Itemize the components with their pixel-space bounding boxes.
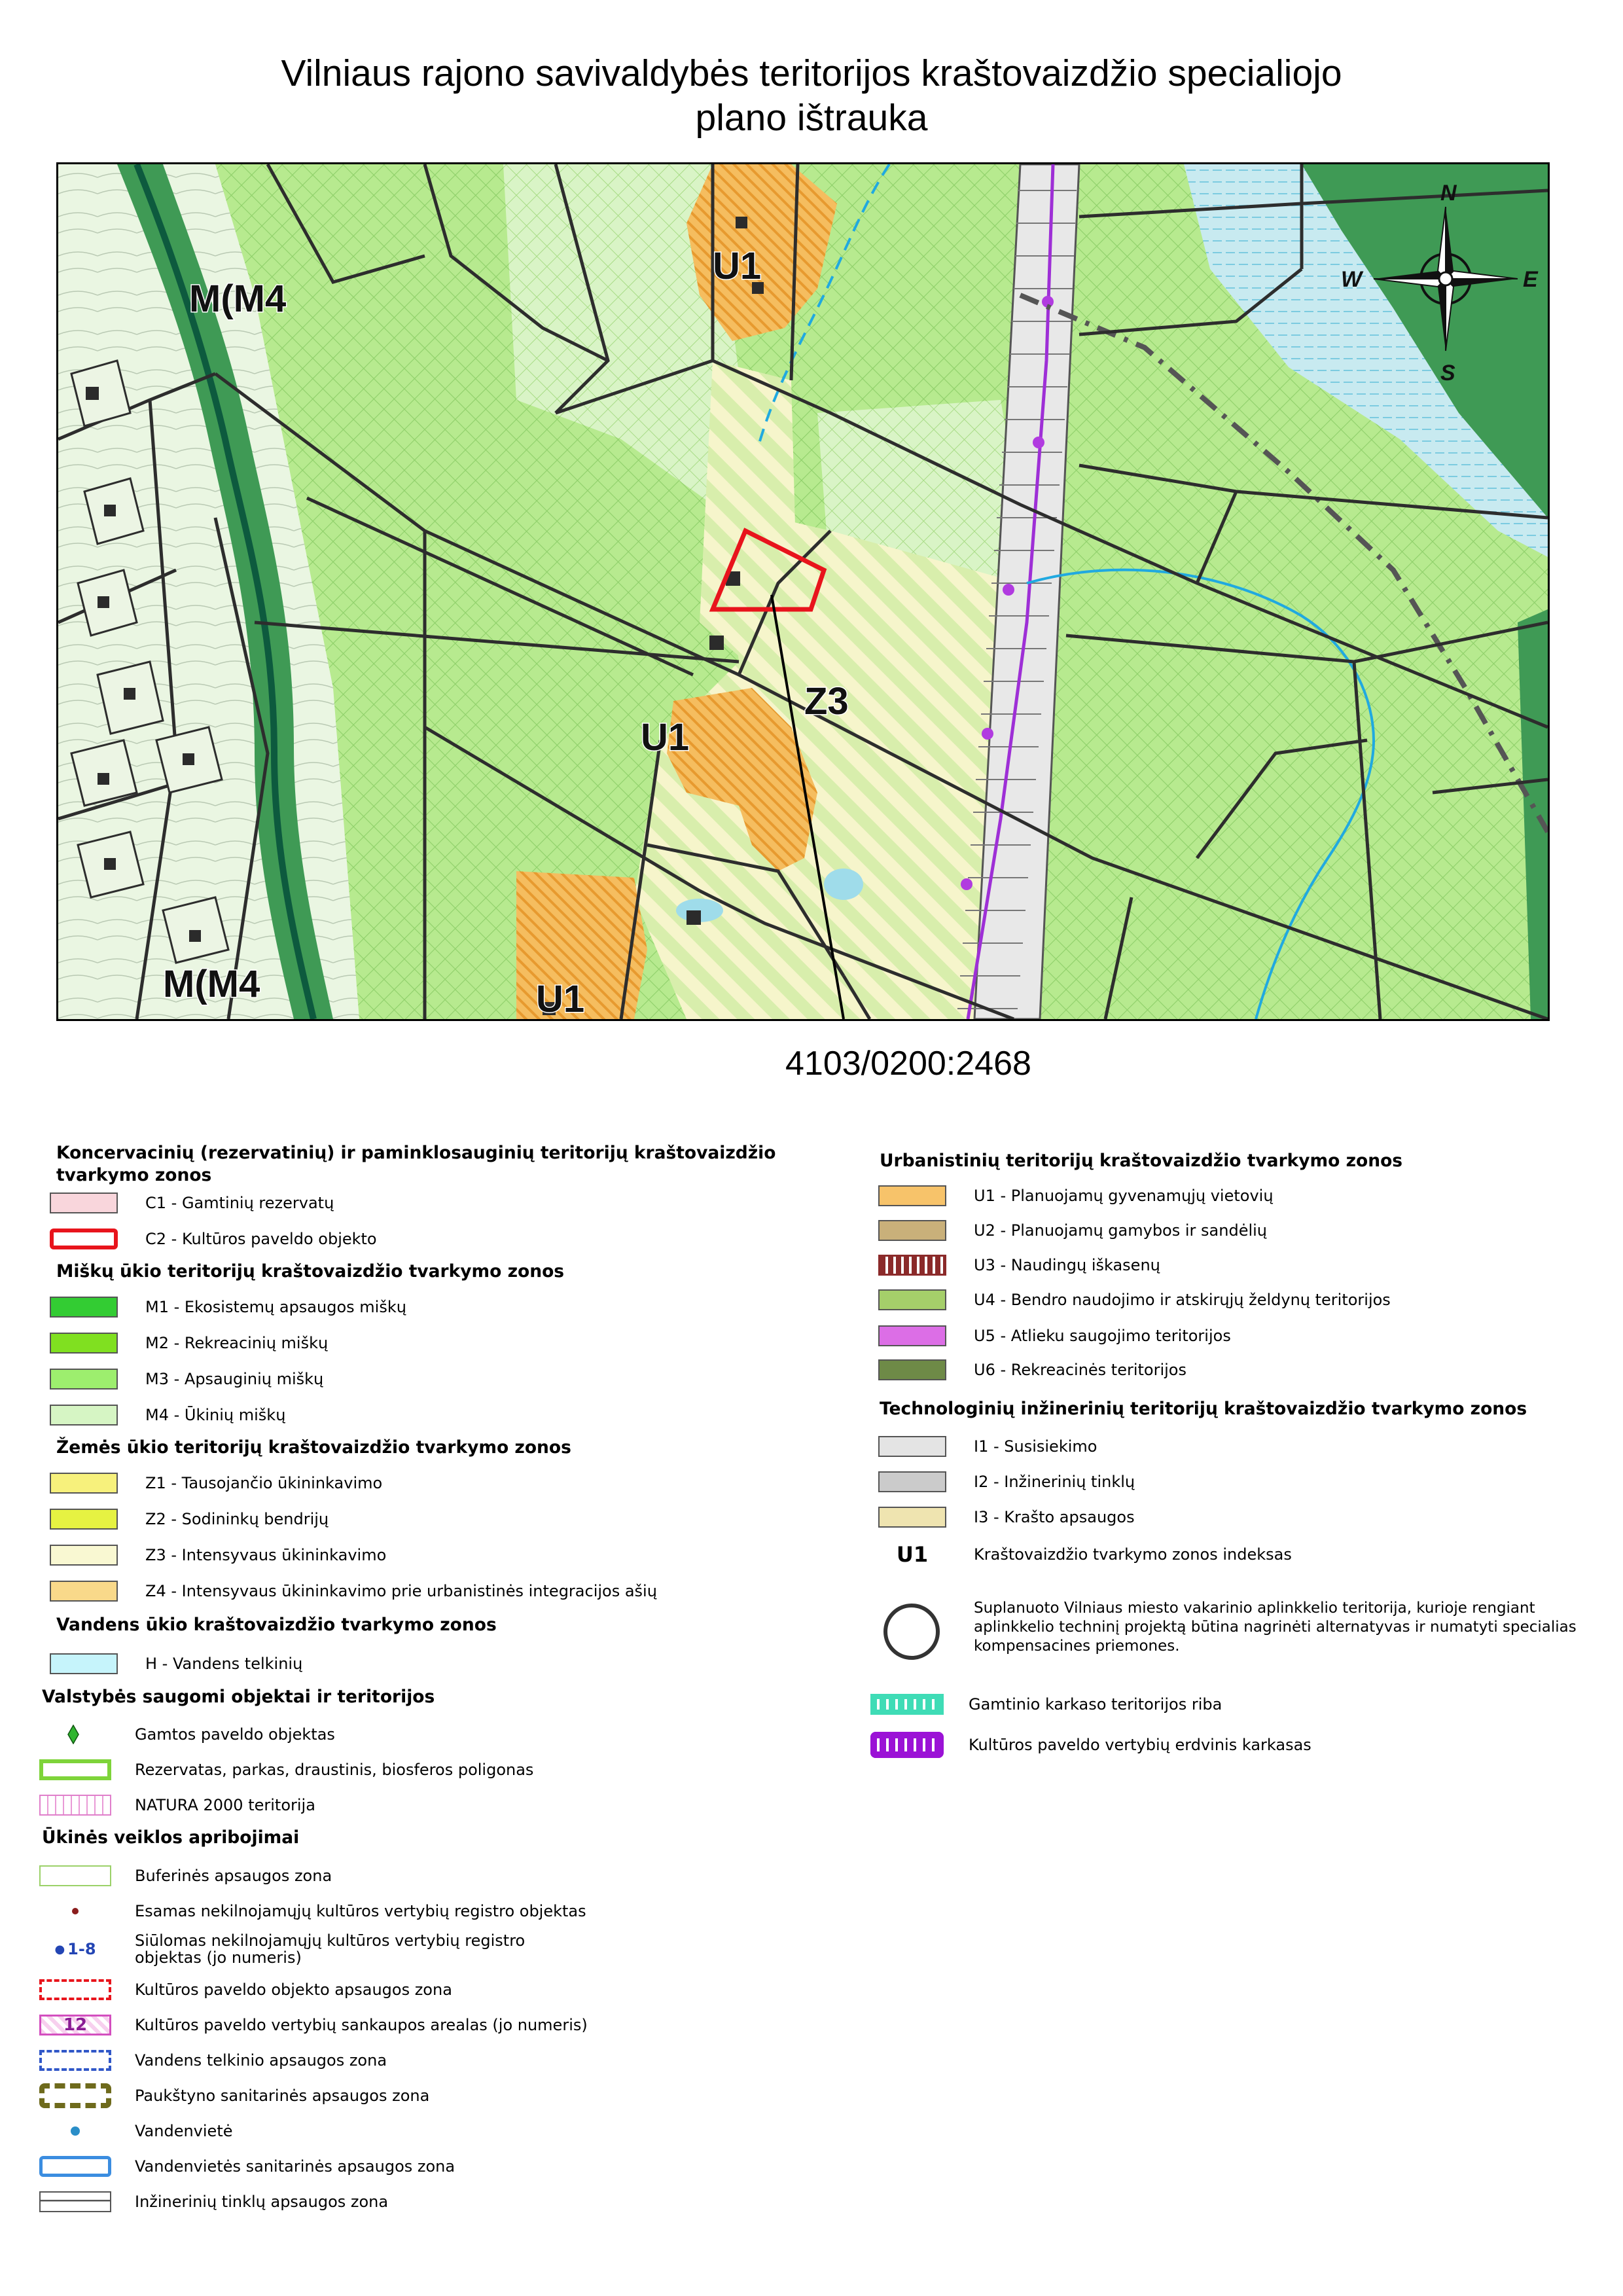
legend-item-zone-index	[878, 1541, 1292, 1568]
page-title	[0, 51, 1623, 140]
legend-swatch-cultural-framework	[870, 1732, 944, 1758]
compass-e: E	[1523, 267, 1538, 292]
legend-label-reserve: Rezervatas, parkas, draustinis, biosferos poligonas	[135, 1761, 534, 1779]
legend-heading-conservation: Koncervacinių (rezervatinių) ir paminklosauginių teritorijų kraštovaizdžio tvarkymo zonos	[56, 1143, 776, 1185]
legend-item-z3	[50, 1542, 386, 1568]
compass-n: N	[1440, 181, 1457, 206]
legend-label-i1: I1 - Susisiekimo	[974, 1437, 1097, 1456]
legend-label-m4: M4 - Ūkinių miškų	[145, 1406, 286, 1424]
legend-label-water-source-zone: Vandenvietės sanitarinės apsaugos zona	[135, 2157, 455, 2176]
legend-label-heritage-protection-zone: Kultūros paveldo objekto apsaugos zona	[135, 1981, 452, 1999]
parcel-id-label: 4103/0200:2468	[785, 1045, 1031, 1083]
legend-label-cultural-framework: Kultūros paveldo vertybių erdvinis karkasas	[969, 1736, 1311, 1754]
legend-label-nature-heritage: Gamtos paveldo objektas	[135, 1725, 335, 1744]
legend-swatch-z4	[50, 1581, 118, 1602]
legend-item-reserve	[39, 1757, 533, 1783]
legend-label-h: H - Vandens telkinių	[145, 1655, 303, 1673]
legend-item-z4	[50, 1578, 657, 1604]
legend-heading-forestry: Miškų ūkio teritorijų kraštovaizdžio tvarkymo zonos	[56, 1261, 565, 1282]
legend-label-poultry-zone: Paukštyno sanitarinės apsaugos zona	[135, 2087, 430, 2105]
legend-label-u3: U3 - Naudingų iškasenų	[974, 1256, 1160, 1274]
legend-label-u4: U4 - Bendro naudojimo ir atskirųjų želdynų teritorijos	[974, 1291, 1391, 1309]
legend-item-u2	[878, 1217, 1267, 1244]
diamond-icon	[39, 1724, 107, 1745]
legend-item-i2	[878, 1469, 1135, 1495]
legend-swatch-natural-framework	[870, 1694, 944, 1715]
dot-icon	[39, 1901, 111, 1922]
legend-item-m3	[50, 1366, 323, 1392]
legend-swatch-u1	[878, 1185, 946, 1206]
legend-swatch-m1	[50, 1297, 118, 1318]
legend-item-u5	[878, 1323, 1231, 1349]
zone-label-m4-top: M(M4	[189, 278, 287, 320]
legend-label-existing-heritage: Esamas nekilnojamųjų kultūros vertybių registro objektas	[135, 1902, 586, 1920]
farmland-strip	[700, 361, 798, 662]
legend-swatch-u3	[878, 1255, 946, 1276]
legend-label-water-protection-zone: Vandens telkinio apsaugos zona	[135, 2051, 387, 2070]
legend-item-existing-heritage	[39, 1898, 586, 1924]
legend-swatch-m3	[50, 1369, 118, 1390]
proposed-heritage-symbol: ● 1-8	[54, 1940, 96, 1958]
legend-swatch-heritage-cluster: 12	[39, 2015, 111, 2036]
legend-label-heritage-cluster: Kultūros paveldo vertybių sankaupos arealas (jo numeris)	[135, 2016, 588, 2034]
legend-swatch-u2	[878, 1220, 946, 1241]
legend-item-h	[50, 1651, 302, 1677]
zone-label-u1-bottom: U1	[536, 978, 585, 1019]
legend-swatch-heritage-protection-zone	[39, 1979, 111, 2000]
legend-item-buffer	[39, 1863, 332, 1889]
legend-swatch-c2	[50, 1229, 118, 1249]
legend-item-nature-heritage	[39, 1721, 335, 1748]
legend-item-m4	[50, 1402, 285, 1428]
legend-label-u5: U5 - Atlieku saugojimo teritorijos	[974, 1327, 1231, 1345]
legend-label-u6: U6 - Rekreacinės teritorijos	[974, 1361, 1186, 1379]
zone-label-u1-top: U1	[713, 245, 762, 287]
legend-label-c2: C2 - Kultūros paveldo objekto	[145, 1230, 377, 1248]
legend-item-proposed-heritage	[39, 1929, 567, 1969]
legend-label-natural-framework: Gamtinio karkaso teritorijos riba	[969, 1695, 1222, 1713]
legend-swatch-poultry-zone	[39, 2083, 111, 2108]
legend-label-proposed-heritage: Siūlomas nekilnojamųjų kultūros vertybių registro objektas (jo numeris)	[135, 1931, 526, 1967]
legend-label-ring-road: Suplanuoto Vilniaus miesto vakarinio aplinkkelio teritorija, kurioje rengiant aplinkkelio techninį projektą būtina nagrinėti alternatyvas ir numatyti specialias kompensacines priemones.	[974, 1600, 1577, 1655]
legend-item-heritage-protection-zone	[39, 1977, 452, 2003]
legend-label-engineering-zone: Inžinerinių tinklų apsaugos zona	[135, 2193, 389, 2211]
legend-item-poultry-zone	[39, 2083, 429, 2109]
legend-heading-water: Vandens ūkio kraštovaizdžio tvarkymo zonos	[56, 1615, 497, 1635]
title-line-1: Vilniaus rajono savivaldybės teritorijos kraštovaizdžio specialiojo	[281, 52, 1342, 94]
legend-item-water-source-zone	[39, 2153, 455, 2179]
legend-label-u1: U1 - Planuojamų gyvenamųjų vietovių	[974, 1187, 1274, 1205]
legend-label-m3: M3 - Apsauginių miškų	[145, 1370, 324, 1388]
ring-road-circle-icon	[883, 1604, 940, 1660]
legend-swatch-m2	[50, 1333, 118, 1354]
legend-swatch-buffer	[39, 1865, 111, 1886]
legend-label-c1: C1 - Gamtinių rezervatų	[145, 1194, 334, 1212]
legend-swatch-c1	[50, 1193, 118, 1213]
legend-swatch-natura	[39, 1795, 111, 1816]
legend-item-i3	[878, 1504, 1135, 1530]
legend-swatch-water-source-zone	[39, 2156, 111, 2177]
legend-swatch-z1	[50, 1473, 118, 1494]
zone-index-symbol: U1	[896, 1542, 929, 1567]
legend-item-u4	[878, 1287, 1391, 1313]
legend-swatch-engineering-zone	[39, 2191, 111, 2212]
legend-swatch-z2	[50, 1509, 118, 1530]
compass-s: S	[1440, 361, 1455, 386]
water-source-icon	[39, 2121, 111, 2142]
legend-label-u2: U2 - Planuojamų gamybos ir sandėlių	[974, 1221, 1268, 1240]
legend-item-z1	[50, 1470, 382, 1496]
legend-label-zone-index: Kraštovaizdžio tvarkymo zonos indeksas	[974, 1545, 1292, 1564]
pond	[824, 869, 863, 900]
legend-swatch-reserve	[39, 1759, 111, 1780]
legend-label-z2: Z2 - Sodininkų bendrijų	[145, 1510, 329, 1528]
legend-heading-technological: Technologinių inžinerinių teritorijų kraštovaizdžio tvarkymo zonos	[880, 1399, 1527, 1419]
zone-label-u1-mid: U1	[641, 716, 690, 759]
legend-heading-urban: Urbanistinių teritorijų kraštovaizdžio tvarkymo zonos	[880, 1151, 1403, 1171]
legend-item-m2	[50, 1330, 328, 1356]
legend-label-i3: I3 - Krašto apsaugos	[974, 1508, 1135, 1526]
legend-item-c2	[50, 1226, 377, 1252]
legend-label-m2: M2 - Rekreacinių miškų	[145, 1334, 329, 1352]
legend-item-u3	[878, 1252, 1160, 1278]
legend-heading-restrictions: Ūkinės veiklos apribojimai	[42, 1827, 300, 1848]
legend-item-water-protection-zone	[39, 2047, 387, 2073]
legend-item-u1	[878, 1183, 1274, 1209]
legend-item-natura	[39, 1792, 315, 1818]
legend-item-cultural-framework	[870, 1732, 1311, 1758]
legend-label-m1: M1 - Ekosistemų apsaugos miškų	[145, 1298, 406, 1316]
legend-swatch-u5	[878, 1325, 946, 1346]
legend-swatch-u4	[878, 1289, 946, 1310]
legend-swatch-u6	[878, 1359, 946, 1380]
legend-swatch-i2	[878, 1471, 946, 1492]
legend-label-z1: Z1 - Tausojančio ūkininkavimo	[145, 1474, 383, 1492]
zone-label-z3: Z3	[804, 680, 849, 723]
legend-heading-agriculture: Žemės ūkio teritorijų kraštovaizdžio tvarkymo zonos	[56, 1437, 571, 1458]
legend-item-u6	[878, 1357, 1186, 1383]
legend-item-water-source	[39, 2118, 233, 2144]
legend-swatch-m4	[50, 1405, 118, 1426]
legend-swatch-i3	[878, 1507, 946, 1528]
legend-item-engineering-zone	[39, 2189, 388, 2215]
legend-label-water-source: Vandenvietė	[135, 2122, 233, 2140]
zone-label-m4-bottom: M(M4	[163, 963, 260, 1005]
legend-label-z4: Z4 - Intensyvaus ūkininkavimo prie urbanistinės integracijos ašių	[145, 1582, 657, 1600]
legend-swatch-i1	[878, 1436, 946, 1457]
legend-item-natural-framework	[870, 1691, 1222, 1717]
legend-swatch-z3	[50, 1545, 118, 1566]
legend-heading-state-protected: Valstybės saugomi objektai ir teritorijos	[42, 1687, 435, 1707]
legend-item-heritage-cluster	[39, 2012, 588, 2038]
legend-swatch-water-protection-zone	[39, 2050, 111, 2071]
title-line-2: plano ištrauka	[695, 97, 928, 139]
legend-item-c1	[50, 1190, 334, 1216]
legend-label-natura: NATURA 2000 teritorija	[135, 1796, 315, 1814]
legend-label-buffer: Buferinės apsaugos zona	[135, 1867, 332, 1885]
legend-item-i1	[878, 1433, 1097, 1460]
map-excerpt	[56, 162, 1550, 1021]
legend-label-i2: I2 - Inžinerinių tinklų	[974, 1473, 1135, 1491]
legend-swatch-h	[50, 1653, 118, 1674]
legend-item-z2	[50, 1506, 329, 1532]
legend-label-z3: Z3 - Intensyvaus ūkininkavimo	[145, 1546, 387, 1564]
compass-w: W	[1341, 267, 1363, 292]
legend-item-m1	[50, 1294, 406, 1320]
